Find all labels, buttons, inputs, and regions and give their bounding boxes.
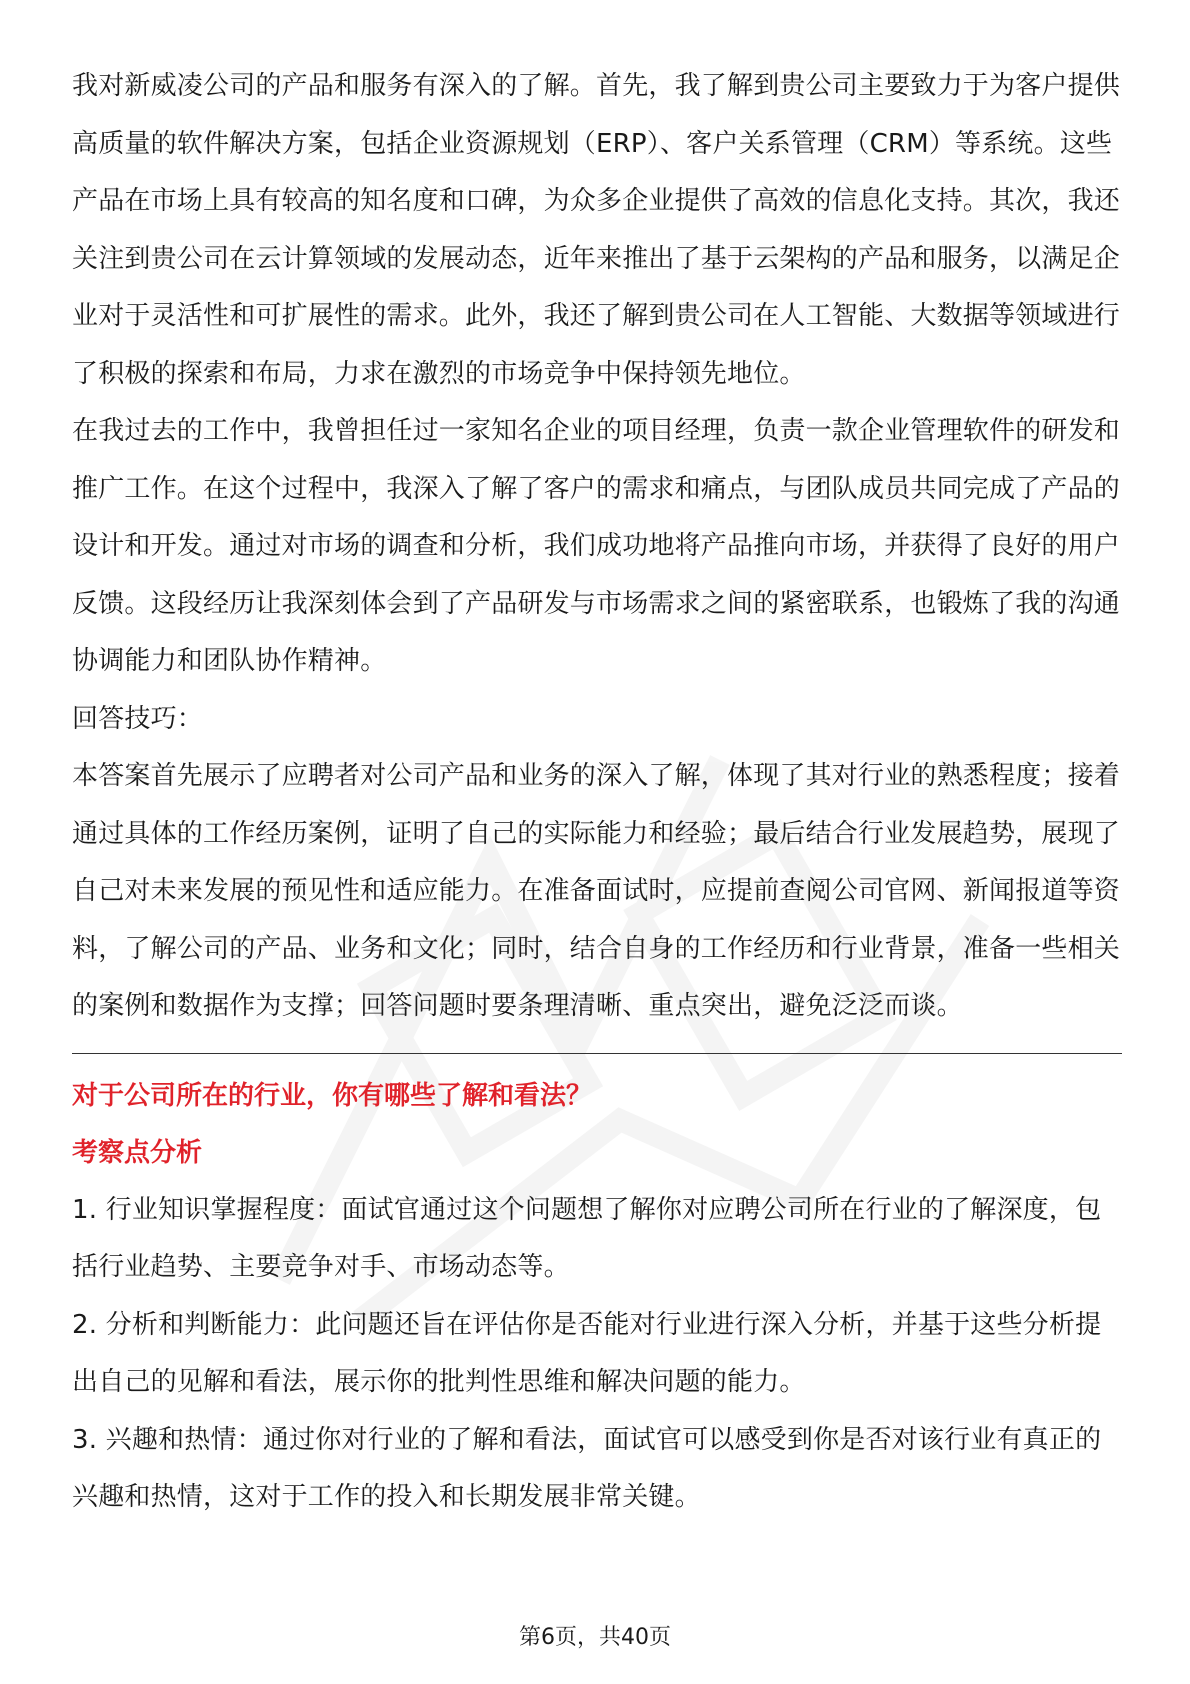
analysis-heading: 考察点分析 bbox=[72, 1137, 203, 1168]
paragraph-company-understanding: 我对新威凌公司的产品和服务有深入的了解。首先，我了解到贵公司主要致力于为客户提供高质量的软件解决方案，包括企业资源规划（ERP）、客户关系管理（CRM）等系统。这些产品在市场上具有较高的知名度和口碑，为众多企业提供了高效的信息化支持。其次，我还关注到贵公司在云计算领域的发展动态，近年来推出了基于云架构的产品和服务，以满足企业对于灵活性和可扩展性的需求。此外，我还了解到贵公司在人工智能、大数据等领域进行了积极的探索和布局，力求在激烈的市场竞争中保持领先地位。 bbox=[72, 71, 1121, 389]
section-divider bbox=[72, 1053, 1122, 1054]
paragraph-work-experience: 在我过去的工作中，我曾担任过一家知名企业的项目经理，负责一款企业管理软件的研发和推广工作。在这个过程中，我深入了解了客户的需求和痛点，与团队成员共同完成了产品的设计和开发。通过对市场的调查和分析，我们成功地将产品推向市场，并获得了良好的用户反馈。这段经历让我深刻体会到了产品研发与市场需求之间的紧密联系，也锻炼了我的沟通协调能力和团队协作精神。 bbox=[72, 416, 1121, 676]
answer-tips-label: 回答技巧： bbox=[72, 703, 204, 734]
main-content bbox=[72, 58, 1122, 1527]
question-title: 对于公司所在的行业，你有哪些了解和看法？ bbox=[72, 1080, 593, 1111]
analysis-point-2: 2. 分析和判断能力：此问题还旨在评估你是否能对行业进行深入分析，并基于这些分析提出自己的见解和看法，展示你的批判性思维和解决问题的能力。 bbox=[72, 1309, 1102, 1397]
analysis-point-1: 1. 行业知识掌握程度：面试官通过这个问题想了解你对应聘公司所在行业的了解深度，包括行业趋势、主要竞争对手、市场动态等。 bbox=[72, 1194, 1102, 1282]
page-indicator: 第6页，共40页 bbox=[519, 1625, 671, 1650]
analysis-point-3: 3. 兴趣和热情：通过你对行业的了解和看法，面试官可以感受到你是否对该行业有真正的兴趣和热情，这对于工作的投入和长期发展非常关键。 bbox=[72, 1424, 1102, 1512]
paragraph-answer-tips: 本答案首先展示了应聘者对公司产品和业务的深入了解，体现了其对行业的熟悉程度；接着通过具体的工作经历案例，证明了自己的实际能力和经验；最后结合行业发展趋势，展现了自己对未来发展的预见性和适应能力。在准备面试时，应提前查阅公司官网、新闻报道等资料，了解公司的产品、业务和文化；同时，结合自身的工作经历和行业背景，准备一些相关的案例和数据作为支撑；回答问题时要条理清晰、重点突出，避免泛泛而谈。 bbox=[72, 761, 1121, 1021]
